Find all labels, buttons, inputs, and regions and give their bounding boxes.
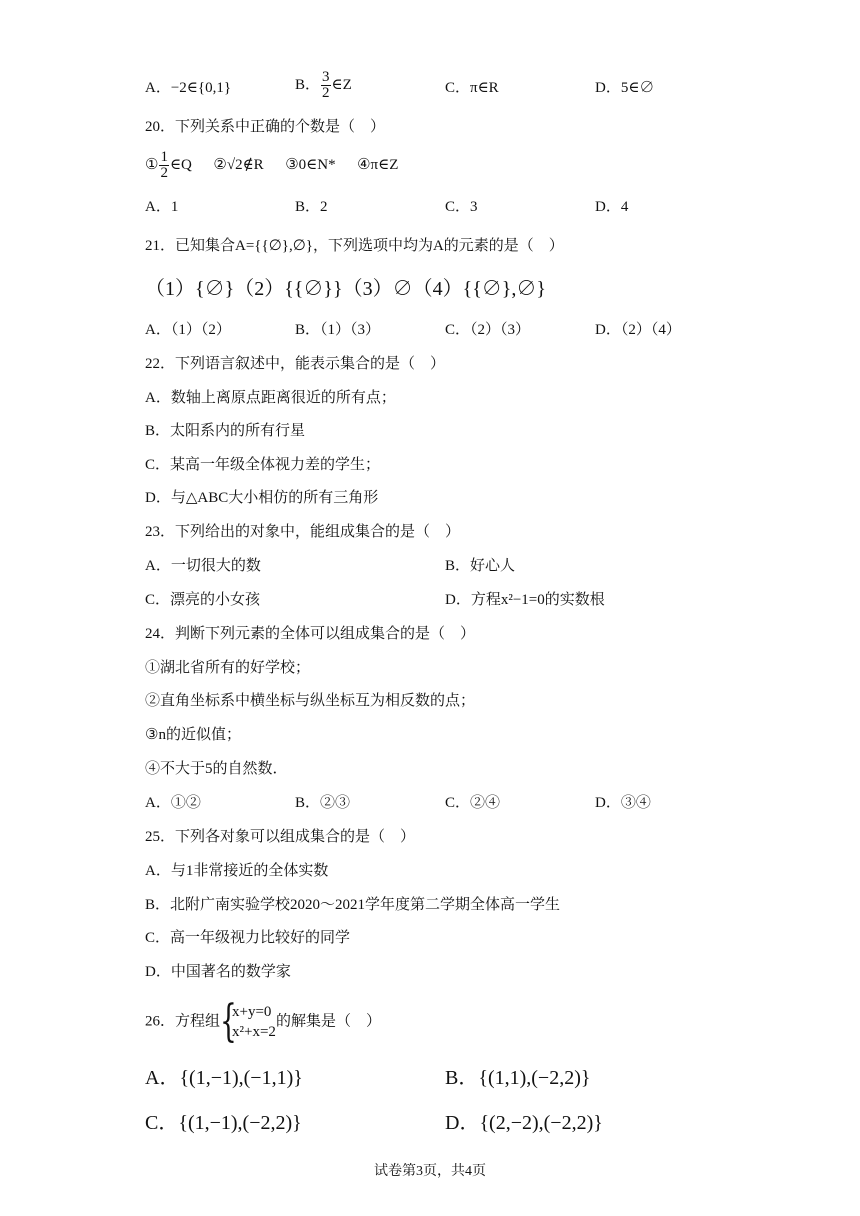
q20-option-a: A．1 <box>145 199 179 215</box>
q26-equation-2: x²+x=2 <box>232 1024 276 1040</box>
q20-option-d: D．4 <box>595 199 629 215</box>
q21-option-b: B．（1）（3） <box>295 322 381 338</box>
q26-equation-1: x+y=0 <box>232 1004 272 1020</box>
q26-option-a: A．{(1,−1),(−1,1)} <box>145 1067 303 1089</box>
q19-option-b-fraction <box>321 70 331 101</box>
q24-option-c: C．②④ <box>445 795 501 811</box>
fraction-denominator: 2 <box>322 85 330 101</box>
q20-item1-suffix: ∈Q <box>169 156 192 173</box>
q19-option-b-prefix: B． <box>295 76 321 93</box>
q21-option-c: C．（2）（3） <box>445 322 531 338</box>
q26-option-c: C．{(1,−1),(−2,2)} <box>145 1112 302 1134</box>
left-brace: { <box>220 996 237 1047</box>
q23-option-a: A．一切很大的数 <box>145 558 261 574</box>
q19-option-b <box>295 70 352 101</box>
q23-stem: 23．下列给出的对象中，能组成集合的是（ ） <box>145 524 461 540</box>
q24-option-d: D．③④ <box>595 795 651 811</box>
q25-option-b: B．北附广南实验学校2020～2021学年度第二学期全体高一学生 <box>145 897 561 913</box>
q21-option-a: A．（1）（2） <box>145 322 231 338</box>
page-footer: 试卷第3页，共4页 <box>374 1164 486 1179</box>
q24-item2: ②直角坐标系中横坐标与纵坐标互为相反数的点； <box>145 693 476 709</box>
q24-item3: ③n的近似值； <box>145 727 241 743</box>
q24-item1: ①湖北省所有的好学校； <box>145 660 311 676</box>
q24-option-b: B．②③ <box>295 795 351 811</box>
q21-stem: 21．已知集合A={{∅},∅}，下列选项中均为A的元素的是（ ） <box>145 238 564 254</box>
q20-item1-prefix: ① <box>145 156 159 173</box>
q26-option-d: D．{(2,−2),(−2,2)} <box>445 1112 603 1134</box>
q23-option-d: D．方程x²−1=0的实数根 <box>445 592 605 608</box>
q24-item4: ④不大于5的自然数． <box>145 761 288 777</box>
q26-stem <box>145 996 381 1047</box>
q22-option-c: C．某高一年级全体视力差的学生； <box>145 457 381 473</box>
q26-option-b: B．{(1,1),(−2,2)} <box>445 1067 591 1089</box>
q25-option-c: C．高一年级视力比较好的同学 <box>145 930 351 946</box>
q21-option-d: D．（2）（4） <box>595 322 681 338</box>
q22-option-a: A．数轴上离原点距离很近的所有点； <box>145 390 396 406</box>
q22-option-b: B．太阳系内的所有行星 <box>145 423 306 439</box>
q19-option-a: A．−2∈{0,1} <box>145 80 232 96</box>
q20-item4: ④π∈Z <box>357 156 399 173</box>
q26-equation-system <box>220 996 276 1047</box>
q24-stem: 24．判断下列元素的全体可以组成集合的是（ ） <box>145 626 476 642</box>
q20-item2: ②√2∉R <box>213 156 264 173</box>
q25-option-d: D．中国著名的数学家 <box>145 964 291 980</box>
q22-option-d: D．与△ABC大小相仿的所有三角形 <box>145 490 379 506</box>
q20-option-b: B．2 <box>295 199 328 215</box>
fraction-numerator: 1 <box>160 149 168 165</box>
q19-option-d: D．5∈∅ <box>595 80 655 96</box>
q25-stem: 25．下列各对象可以组成集合的是（ ） <box>145 829 416 845</box>
q21-items: （1）{∅}（2）{{∅}}（3）∅（4）{{∅},∅} <box>145 278 546 300</box>
q26-stem-prefix: 26．方程组 <box>145 1013 221 1030</box>
q20-stem: 20．下列关系中正确的个数是（ ） <box>145 119 386 135</box>
q20-item3: ③0∈N* <box>285 156 336 173</box>
q26-stem-suffix: 的解集是（ ） <box>275 1013 381 1030</box>
q23-option-b: B．好心人 <box>445 558 516 574</box>
q23-option-c: C．漂亮的小女孩 <box>145 592 261 608</box>
q22-stem: 22．下列语言叙述中，能表示集合的是（ ） <box>145 356 446 372</box>
q20-option-c: C．3 <box>445 199 478 215</box>
fraction-numerator: 3 <box>322 69 330 85</box>
q25-option-a: A．与1非常接近的全体实数 <box>145 863 329 879</box>
fraction-denominator: 2 <box>160 165 168 181</box>
q20-item1-fraction <box>159 150 169 181</box>
q19-option-c: C．π∈R <box>445 80 499 96</box>
q24-option-a: A．①② <box>145 795 201 811</box>
q19-option-b-suffix: ∈Z <box>331 76 352 93</box>
q20-items <box>145 150 398 181</box>
